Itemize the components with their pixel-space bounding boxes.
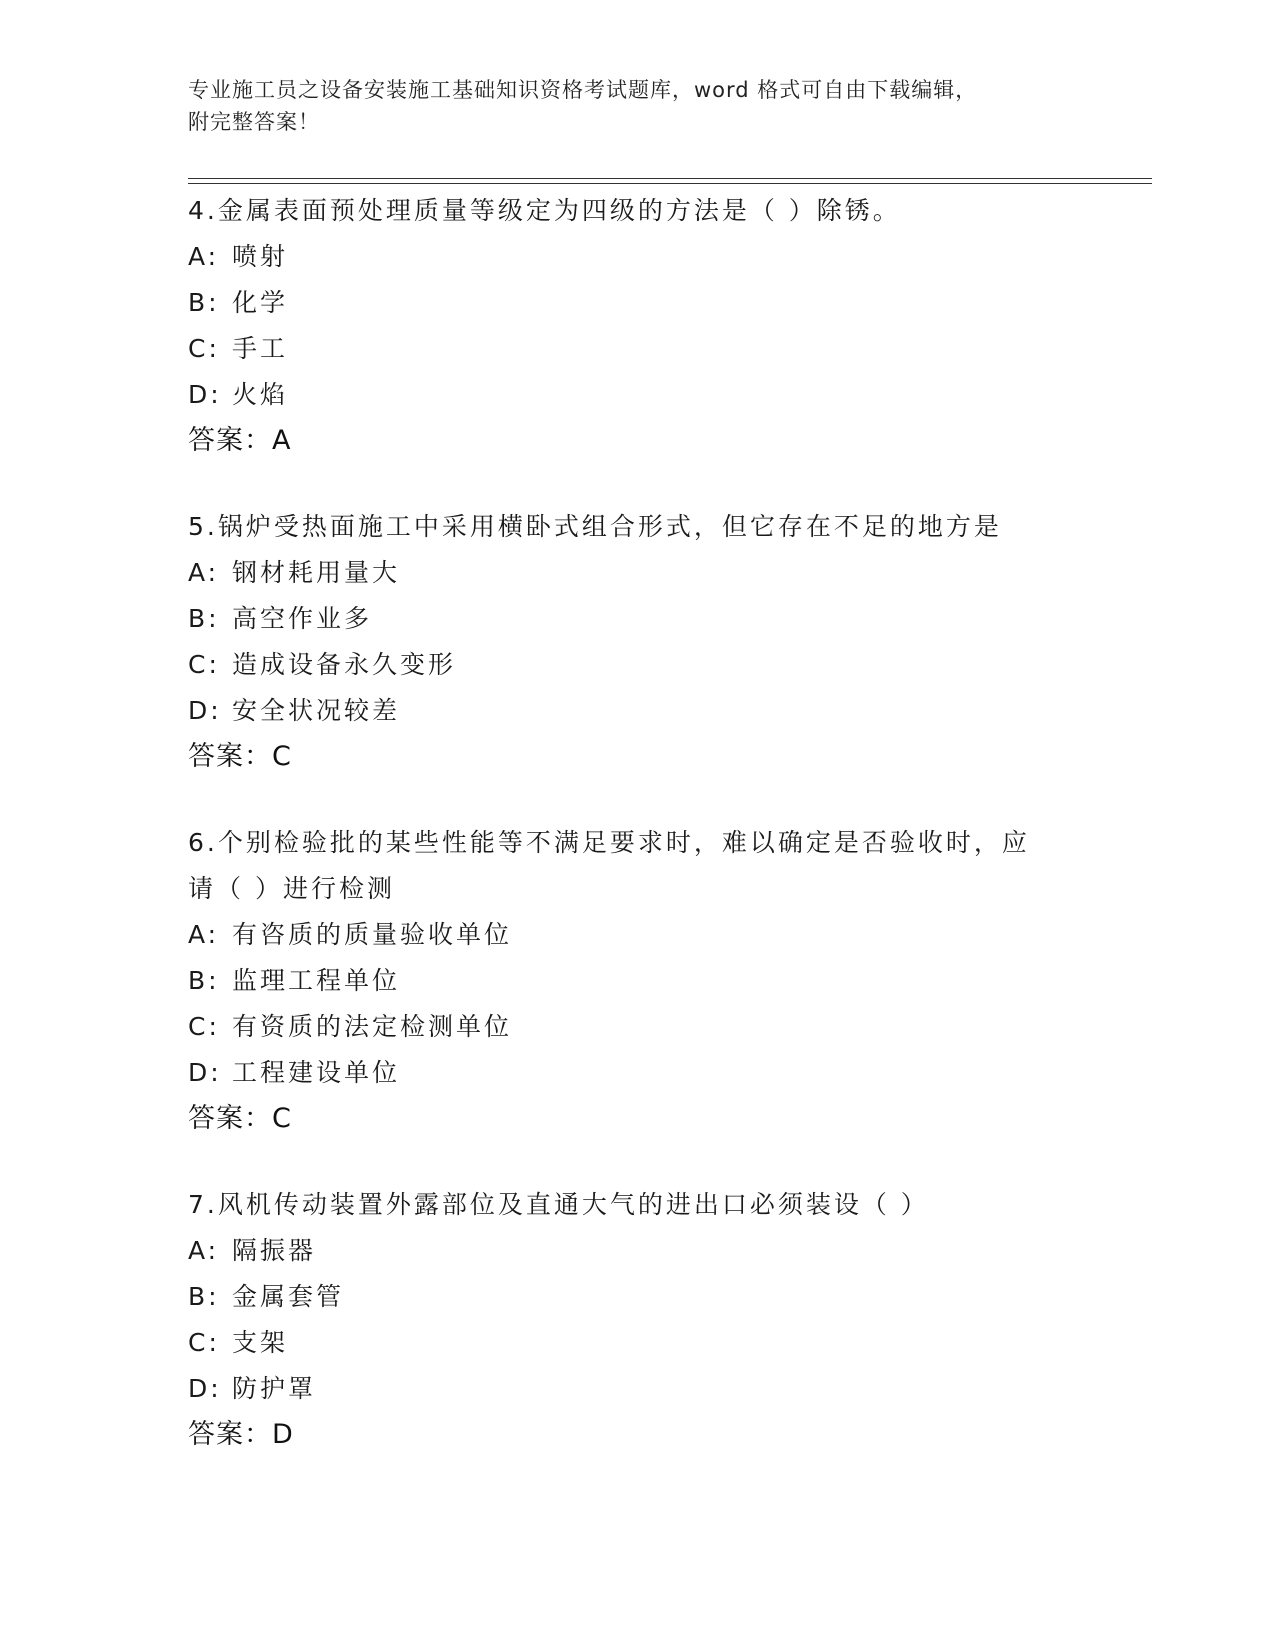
option-text: 防护罩 <box>232 1374 317 1403</box>
option-key: B: <box>188 1282 220 1311</box>
question-4 <box>188 188 1088 464</box>
question-5 <box>188 504 1088 780</box>
option-text: 有咨质的质量验收单位 <box>232 920 513 949</box>
option-text: 有资质的法定检测单位 <box>232 1012 513 1041</box>
option-c <box>188 1320 1088 1366</box>
option-key: D: <box>188 380 222 409</box>
option-d <box>188 1366 1088 1412</box>
answer: 答案：C <box>188 741 292 772</box>
question-stem: 6.个别检验批的某些性能等不满足要求时，难以确定是否验收时，应 <box>188 828 1030 857</box>
option-text: 隔振器 <box>232 1236 317 1265</box>
option-key: C: <box>188 334 220 363</box>
answer: 答案：A <box>188 425 292 456</box>
option-text: 化学 <box>232 288 289 317</box>
question-7 <box>188 1182 1088 1458</box>
option-a <box>188 550 1088 596</box>
option-d <box>188 1050 1088 1096</box>
option-b <box>188 958 1088 1004</box>
option-key: B: <box>188 604 220 633</box>
option-d <box>188 372 1088 418</box>
option-text: 喷射 <box>232 242 289 271</box>
option-c <box>188 326 1088 372</box>
option-key: A: <box>188 558 220 587</box>
option-text: 钢材耗用量大 <box>232 558 401 587</box>
option-key: A: <box>188 242 220 271</box>
question-stem-continued: 请（ ）进行检测 <box>188 874 395 903</box>
option-d <box>188 688 1088 734</box>
header-line-1: 专业施工员之设备安装施工基础知识资格考试题库，word 格式可自由下载编辑， <box>188 78 978 102</box>
option-text: 高空作业多 <box>232 604 373 633</box>
header-divider-bottom <box>188 183 1152 184</box>
question-stem: 7.风机传动装置外露部位及直通大气的进出口必须装设（ ） <box>188 1190 929 1219</box>
option-text: 安全状况较差 <box>232 696 401 725</box>
option-text: 手工 <box>232 334 289 363</box>
option-text: 监理工程单位 <box>232 966 401 995</box>
option-key: A: <box>188 920 220 949</box>
answer: 答案：D <box>188 1419 294 1450</box>
answer: 答案：C <box>188 1103 292 1134</box>
header-divider-top <box>188 178 1152 179</box>
header-line-2: 附完整答案！ <box>188 110 320 134</box>
option-a <box>188 912 1088 958</box>
question-stem: 5.锅炉受热面施工中采用横卧式组合形式，但它存在不足的地方是 <box>188 512 1002 541</box>
option-key: C: <box>188 1328 220 1357</box>
question-stem: 4.金属表面预处理质量等级定为四级的方法是（ ）除锈。 <box>188 196 901 225</box>
question-6 <box>188 820 1088 1142</box>
option-text: 造成设备永久变形 <box>232 650 457 679</box>
option-text: 火焰 <box>232 380 289 409</box>
option-key: D: <box>188 696 222 725</box>
option-a <box>188 1228 1088 1274</box>
option-b <box>188 280 1088 326</box>
option-text: 金属套管 <box>232 1282 345 1311</box>
option-key: B: <box>188 966 220 995</box>
question-list <box>188 188 1088 1498</box>
option-c <box>188 642 1088 688</box>
option-a <box>188 234 1088 280</box>
option-b <box>188 1274 1088 1320</box>
option-key: C: <box>188 1012 220 1041</box>
option-b <box>188 596 1088 642</box>
option-key: D: <box>188 1374 222 1403</box>
option-text: 工程建设单位 <box>232 1058 401 1087</box>
option-c <box>188 1004 1088 1050</box>
option-text: 支架 <box>232 1328 289 1357</box>
option-key: B: <box>188 288 220 317</box>
document-header <box>188 74 1068 138</box>
option-key: C: <box>188 650 220 679</box>
option-key: D: <box>188 1058 222 1087</box>
option-key: A: <box>188 1236 220 1265</box>
